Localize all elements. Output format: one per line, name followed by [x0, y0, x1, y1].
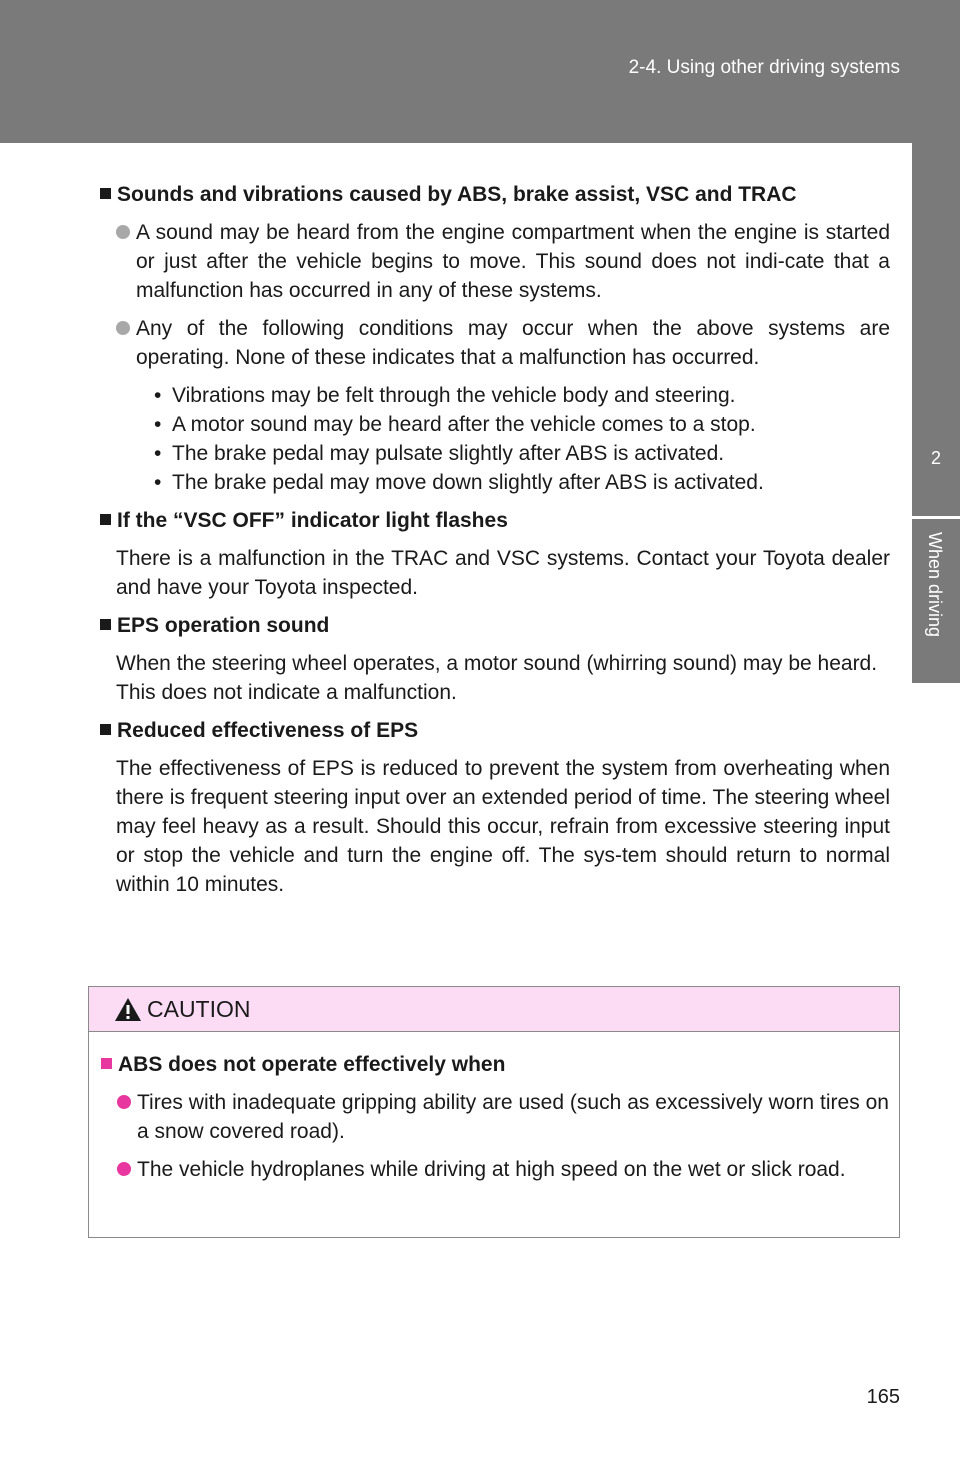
section-title: 2-4. Using other driving systems — [628, 57, 900, 78]
sub-item: • The brake pedal may move down slightly after ABS is activated. — [154, 471, 764, 494]
page-number: 165 — [866, 1386, 900, 1408]
square-bullet-icon — [100, 514, 111, 525]
square-bullet-icon — [101, 1058, 112, 1069]
warning-triangle-icon — [114, 997, 142, 1022]
square-bullet-icon — [100, 724, 111, 735]
paragraph: There is a malfunction in the TRAC and VSC systems. Contact your Toyota dealer and have your Toyota inspected. — [116, 547, 890, 599]
caution-label: CAUTION — [147, 996, 251, 1022]
sub-item: • Vibrations may be felt through the vehicle body and steering. — [154, 384, 736, 407]
tab-divider — [912, 516, 960, 519]
bullet-item: Any of the following conditions may occur when the above systems are operating. None of these indicates that a malfunction has occurred. — [100, 314, 890, 372]
chapter-side-tab — [912, 143, 960, 683]
caution-heading: ABS does not operate effectively when — [101, 1050, 889, 1079]
circle-bullet-icon — [116, 225, 130, 239]
square-bullet-icon — [100, 188, 111, 199]
circle-bullet-icon — [116, 321, 130, 335]
section-heading: Reduced effectiveness of EPS — [100, 716, 890, 745]
main-content — [100, 180, 890, 908]
section-heading: If the “VSC OFF” indicator light flashes — [100, 506, 890, 535]
page-header — [0, 0, 960, 143]
caution-header — [89, 987, 899, 1032]
square-bullet-icon — [100, 619, 111, 630]
circle-bullet-icon — [117, 1095, 131, 1109]
paragraph: The effectiveness of EPS is reduced to prevent the system from overheating when there is frequent steering input over an extended period of time. The steering wheel may feel heavy as a result. Should this occur, refrain from excessive steering input or stop the vehicle and turn the engine off. The sys-tem should return to normal within 10 minutes. — [116, 757, 890, 896]
caution-bullet-item: Tires with inadequate gripping ability are used (such as excessively worn tires on a snow covered road). — [101, 1088, 889, 1146]
bullet-item: A sound may be heard from the engine compartment when the engine is started or just after the vehicle begins to move. This sound does not indi-cate that a malfunction has occurred in any of these systems. — [100, 218, 890, 305]
caution-body — [89, 1032, 899, 1184]
sub-list — [100, 381, 890, 497]
paragraph: When the steering wheel operates, a motor sound (whirring sound) may be heard. This does not indicate a malfunction. — [116, 652, 878, 704]
sub-item: • A motor sound may be heard after the vehicle comes to a stop. — [154, 413, 756, 436]
caution-box — [88, 986, 900, 1238]
chapter-label: When driving — [925, 532, 945, 638]
section-heading: EPS operation sound — [100, 611, 890, 640]
chapter-number: 2 — [930, 448, 941, 468]
sub-item: • The brake pedal may pulsate slightly after ABS is activated. — [154, 442, 725, 465]
caution-bullet-item: The vehicle hydroplanes while driving at high speed on the wet or slick road. — [101, 1155, 889, 1184]
circle-bullet-icon — [117, 1162, 131, 1176]
section-heading: Sounds and vibrations caused by ABS, brake assist, VSC and TRAC — [100, 180, 890, 209]
